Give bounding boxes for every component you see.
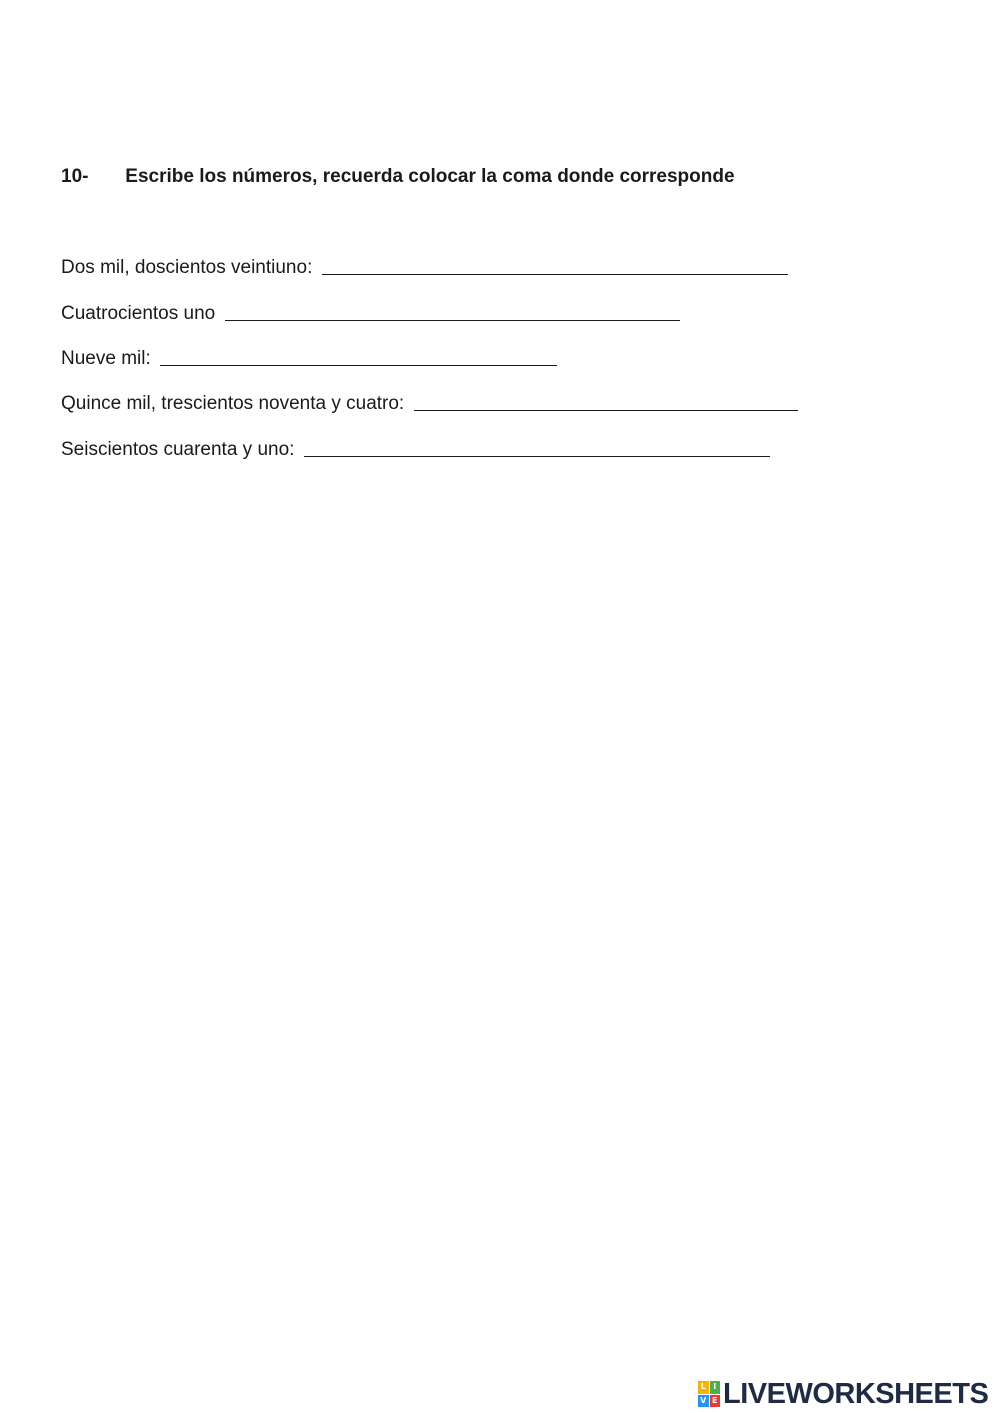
brand-text: LIVEWORKSHEETS xyxy=(723,1377,989,1410)
answer-blank[interactable] xyxy=(160,364,557,366)
answer-blank[interactable] xyxy=(414,409,798,411)
question-item xyxy=(61,303,680,325)
exercise-instruction: Escribe los números, recuerda colocar la coma donde corresponde xyxy=(125,166,735,187)
answer-blank[interactable] xyxy=(225,319,680,321)
answer-blank[interactable] xyxy=(304,455,770,457)
question-label: Dos mil, doscientos veintiuno: xyxy=(61,257,318,278)
exercise-heading xyxy=(61,166,735,188)
question-item xyxy=(61,257,788,279)
liveworksheets-logo-icon xyxy=(698,1381,720,1407)
question-label: Nueve mil: xyxy=(61,348,157,369)
logo-mark-letter: I xyxy=(710,1381,721,1394)
logo-mark-letter: V xyxy=(698,1395,709,1408)
exercise-number: 10- xyxy=(61,166,89,187)
question-item xyxy=(61,348,557,370)
liveworksheets-logo xyxy=(698,1378,988,1410)
question-item xyxy=(61,439,770,461)
logo-mark-letter: L xyxy=(698,1381,709,1394)
question-label: Quince mil, trescientos noventa y cuatro: xyxy=(61,393,410,414)
question-label: Cuatrocientos uno xyxy=(61,303,221,324)
question-item xyxy=(61,393,798,415)
question-label: Seiscientos cuarenta y uno: xyxy=(61,439,300,460)
answer-blank[interactable] xyxy=(322,273,788,275)
logo-mark-letter: E xyxy=(710,1395,721,1408)
